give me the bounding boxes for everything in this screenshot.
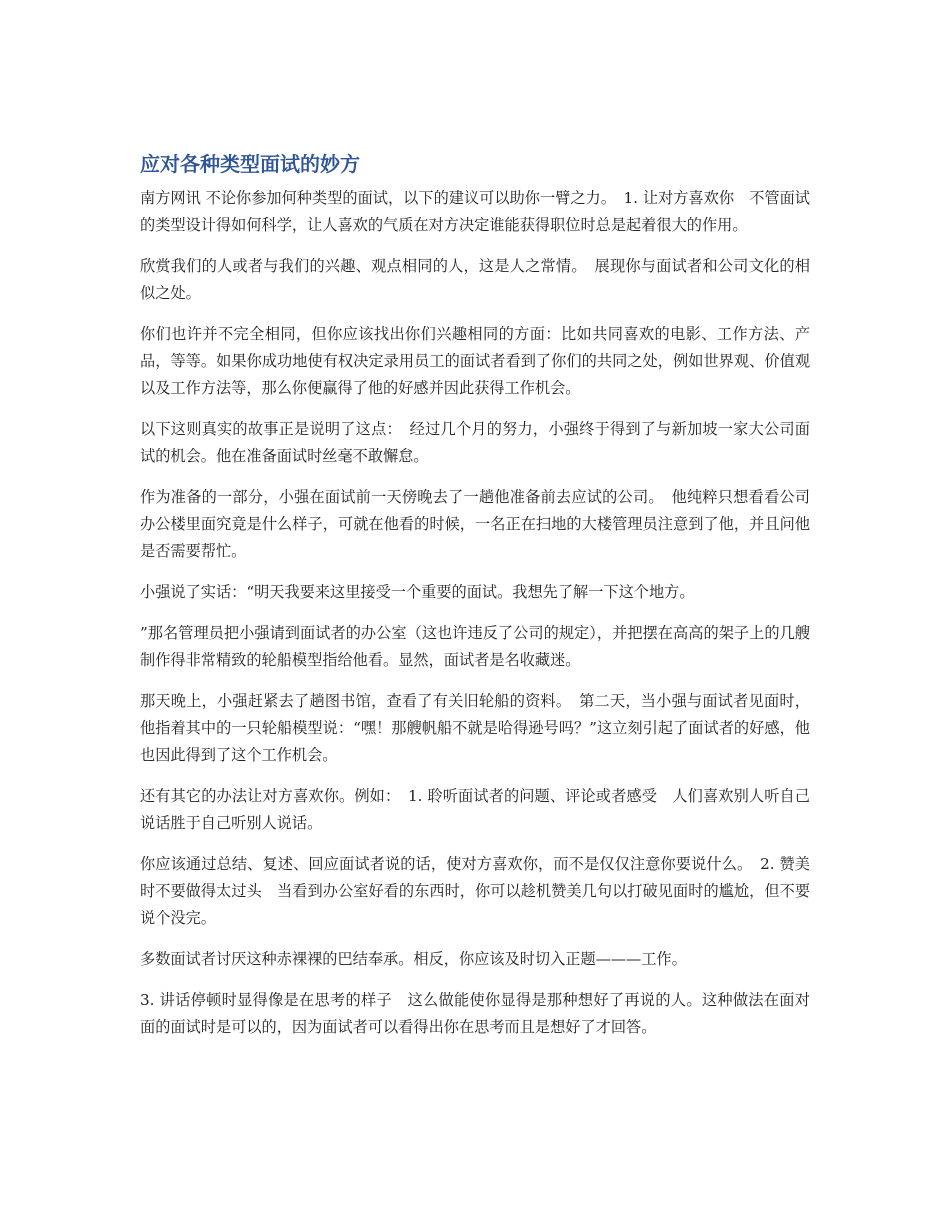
paragraph: 还有其它的办法让对方喜欢你。例如： 1. 聆听面试者的问题、评论或者感受 人们喜欢别人听自己说话胜于自己听别人说话。 [140, 787, 810, 832]
paragraph: 欣赏我们的人或者与我们的兴趣、观点相同的人，这是人之常情。 展现你与面试者和公司文化的相似之处。 [140, 257, 810, 302]
paragraph: 南方网讯 不论你参加何种类型的面试，以下的建议可以助你一臂之力。 1. 让对方喜欢你 不管面试的类型设计得如何科学，让人喜欢的气质在对方决定谁能获得职位时总是起着很大的作用。 [140, 189, 810, 234]
document-title: 应对各种类型面试的妙方 [140, 152, 360, 176]
paragraph: 你们也许并不完全相同，但你应该找出你们兴趣相同的方面：比如共同喜欢的电影、工作方法、产品，等等。如果你成功地使有权决定录用员工的面试者看到了你们的共同之处，例如世界观、价值观以及工作方法等，那么你便赢得了他的好感并因此获得工作机会。 [140, 325, 810, 397]
paragraph: 小强说了实话：“明天我要来这里接受一个重要的面试。我想先了解一下这个地方。 [140, 583, 695, 601]
paragraph: 那天晚上，小强赶紧去了趟图书馆，查看了有关旧轮船的资料。 第二天，当小强与面试者见面时，他指着其中的一只轮船模型说：“嘿！那艘帆船不就是哈得逊号吗？”这立刻引起了面试者的好感，他也因此得到了这个工作机会。 [140, 692, 810, 764]
paragraph: 多数面试者讨厌这种赤裸裸的巴结奉承。相反，你应该及时切入正题———工作。 [140, 950, 687, 968]
paragraph: ”那名管理员把小强请到面试者的办公室（这也许违反了公司的规定），并把摆在高高的架子上的几艘制作得非常精致的轮船模型指给他看。显然，面试者是名收藏迷。 [140, 624, 810, 669]
paragraph: 作为准备的一部分，小强在面试前一天傍晚去了一趟他准备前去应试的公司。 他纯粹只想看看公司办公楼里面究竟是什么样子，可就在他看的时候，一名正在扫地的大楼管理员注意到了他，并且问他是否需要帮忙。 [140, 488, 810, 560]
paragraph: 3. 讲话停顿时显得像是在思考的样子 这么做能使你显得是那种想好了再说的人。这种做法在面对面的面试时是可以的，因为面试者可以看得出你在思考而且是想好了才回答。 [140, 991, 810, 1036]
paragraph: 以下这则真实的故事正是说明了这点： 经过几个月的努力，小强终于得到了与新加坡一家大公司面试的机会。他在准备面试时丝毫不敢懈怠。 [140, 420, 810, 465]
document-page [140, 150, 810, 1055]
paragraph: 你应该通过总结、复述、回应面试者说的话，使对方喜欢你，而不是仅仅注意你要说什么。 2. 赞美时不要做得太过头 当看到办公室好看的东西时，你可以趁机赞美几句以打破见面时的尴尬，但不要说个没完。 [140, 855, 810, 927]
